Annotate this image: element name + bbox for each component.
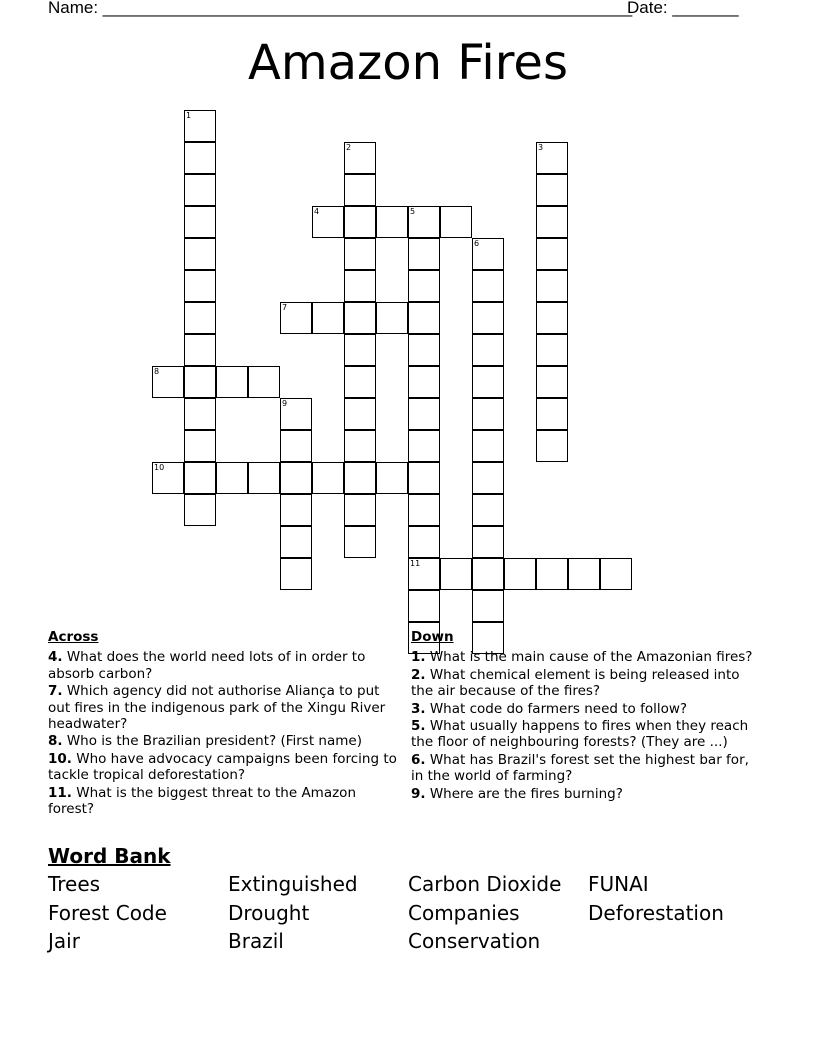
- grid-cell[interactable]: [408, 558, 440, 590]
- down-heading: Down: [411, 629, 454, 645]
- clue-number: 9.: [411, 785, 426, 802]
- clue-number: 11.: [48, 784, 72, 801]
- grid-cell[interactable]: [472, 462, 504, 494]
- grid-cell[interactable]: [408, 366, 440, 398]
- grid-cell[interactable]: [280, 302, 312, 334]
- cell-number: 6: [474, 239, 480, 248]
- grid-cell[interactable]: [280, 430, 312, 462]
- grid-cell[interactable]: [376, 302, 408, 334]
- word-bank-item: Conservation: [408, 929, 541, 953]
- clue-text: Who is the Brazilian president? (First name): [66, 733, 362, 750]
- grid-cell[interactable]: [600, 558, 632, 590]
- clue-number: 4.: [48, 649, 63, 666]
- down-clue: [411, 701, 761, 717]
- name-field-label: Name: ________________________________________________________: [48, 0, 633, 17]
- across-clue: [48, 785, 400, 818]
- grid-cell[interactable]: [536, 302, 568, 334]
- cell-number: 3: [538, 143, 544, 152]
- word-bank-item: Trees: [48, 872, 101, 896]
- across-clue: [48, 683, 400, 732]
- clue-text: Which agency did not authorise Aliança to put out fires in the indigenous park of the Xingu River headwater?: [48, 683, 386, 733]
- clue-number: 6.: [411, 751, 426, 768]
- grid-cell[interactable]: [184, 238, 216, 270]
- grid-cell[interactable]: [248, 366, 280, 398]
- word-bank-item: Forest Code: [48, 900, 167, 925]
- grid-cell[interactable]: [184, 270, 216, 302]
- grid-cell[interactable]: [408, 334, 440, 366]
- grid-cell[interactable]: [184, 430, 216, 462]
- clue-number: 7.: [48, 683, 63, 700]
- grid-cell[interactable]: [344, 366, 376, 398]
- grid-cell[interactable]: [472, 494, 504, 526]
- grid-cell[interactable]: [408, 206, 440, 238]
- grid-cell[interactable]: [408, 494, 440, 526]
- clue-number: 1.: [411, 649, 426, 666]
- cell-number: 5: [410, 207, 416, 216]
- grid-cell[interactable]: [568, 558, 600, 590]
- grid-cell[interactable]: [152, 366, 184, 398]
- across-clue: [48, 751, 400, 784]
- grid-cell[interactable]: [344, 270, 376, 302]
- clue-number: 10.: [48, 750, 72, 767]
- grid-cell[interactable]: [472, 238, 504, 270]
- grid-cell[interactable]: [472, 334, 504, 366]
- grid-cell[interactable]: [536, 142, 568, 174]
- grid-cell[interactable]: [344, 174, 376, 206]
- word-bank-item: Carbon Dioxide: [408, 872, 562, 896]
- grid-cell[interactable]: [408, 302, 440, 334]
- grid-cell[interactable]: [184, 206, 216, 238]
- date-field-label: Date: _______: [627, 0, 739, 17]
- word-bank-item: Drought: [228, 900, 310, 925]
- grid-cell[interactable]: [280, 398, 312, 430]
- grid-cell[interactable]: [472, 270, 504, 302]
- grid-cell[interactable]: [472, 398, 504, 430]
- grid-cell[interactable]: [344, 302, 376, 334]
- clue-text: What does the world need lots of in order to absorb carbon?: [48, 649, 366, 682]
- grid-cell[interactable]: [408, 590, 440, 622]
- grid-cell[interactable]: [216, 366, 248, 398]
- across-clues: [48, 629, 400, 818]
- word-bank-item: Brazil: [228, 929, 284, 953]
- clue-number: 8.: [48, 733, 63, 750]
- word-bank-title: Word Bank: [48, 844, 171, 868]
- grid-cell[interactable]: [536, 398, 568, 430]
- grid-cell[interactable]: [184, 302, 216, 334]
- down-clues: [411, 629, 761, 803]
- grid-cell[interactable]: [344, 398, 376, 430]
- grid-cell[interactable]: [408, 270, 440, 302]
- grid-cell[interactable]: [408, 462, 440, 494]
- grid-cell[interactable]: [344, 142, 376, 174]
- grid-cell[interactable]: [504, 558, 536, 590]
- grid-cell[interactable]: [312, 206, 344, 238]
- grid-cell[interactable]: [536, 430, 568, 462]
- word-bank-item: Jair: [48, 929, 80, 953]
- grid-cell[interactable]: [472, 366, 504, 398]
- grid-cell[interactable]: [152, 462, 184, 494]
- grid-cell[interactable]: [344, 334, 376, 366]
- cell-number: 10: [154, 463, 165, 472]
- cell-number: 8: [154, 367, 160, 376]
- clue-text: What has Brazil's forest set the highest bar for, in the world of farming?: [411, 751, 749, 785]
- cell-number: 9: [282, 399, 288, 408]
- clue-text: What is the main cause of the Amazonian fires?: [429, 649, 753, 666]
- grid-cell[interactable]: [440, 558, 472, 590]
- word-bank-item: FUNAI: [588, 872, 649, 896]
- grid-cell[interactable]: [248, 462, 280, 494]
- clue-text: What is the biggest threat to the Amazon forest?: [48, 784, 357, 818]
- grid-cell[interactable]: [536, 334, 568, 366]
- down-clue: [411, 718, 761, 751]
- clue-text: What usually happens to fires when they reach the floor of neighbouring forests? (They are ...): [411, 718, 749, 751]
- clue-number: 2.: [411, 666, 426, 683]
- down-clue: [411, 786, 761, 802]
- word-bank-item: Companies: [408, 900, 520, 925]
- clue-text: What chemical element is being released into the air because of the fires?: [411, 666, 740, 700]
- grid-cell[interactable]: [280, 494, 312, 526]
- clue-number: 3.: [411, 700, 426, 717]
- clue-text: What code do farmers need to follow?: [429, 700, 688, 717]
- grid-cell[interactable]: [184, 174, 216, 206]
- word-bank-item: Extinguished: [228, 872, 358, 896]
- grid-cell[interactable]: [472, 558, 504, 590]
- grid-cell[interactable]: [184, 110, 216, 142]
- grid-cell[interactable]: [280, 558, 312, 590]
- word-bank: [48, 872, 768, 958]
- grid-cell[interactable]: [216, 462, 248, 494]
- across-clue: [48, 733, 400, 749]
- grid-cell[interactable]: [440, 206, 472, 238]
- cell-number: 11: [410, 559, 421, 568]
- grid-cell[interactable]: [184, 366, 216, 398]
- grid-cell[interactable]: [408, 238, 440, 270]
- grid-cell[interactable]: [376, 206, 408, 238]
- grid-cell[interactable]: [408, 398, 440, 430]
- grid-cell[interactable]: [536, 174, 568, 206]
- grid-cell[interactable]: [472, 590, 504, 622]
- down-clue: [411, 649, 761, 665]
- grid-cell[interactable]: [472, 526, 504, 558]
- grid-cell[interactable]: [344, 462, 376, 494]
- grid-cell[interactable]: [408, 430, 440, 462]
- grid-cell[interactable]: [184, 142, 216, 174]
- grid-cell[interactable]: [280, 462, 312, 494]
- grid-cell[interactable]: [184, 462, 216, 494]
- page-title: Amazon Fires: [248, 35, 568, 91]
- word-bank-item: Deforestation: [588, 900, 724, 925]
- grid-cell[interactable]: [472, 302, 504, 334]
- grid-cell[interactable]: [280, 526, 312, 558]
- grid-cell[interactable]: [536, 558, 568, 590]
- grid-cell[interactable]: [312, 462, 344, 494]
- across-heading: Across: [48, 629, 99, 645]
- clue-text: Who have advocacy campaigns been forcing to tackle tropical deforestation?: [48, 750, 397, 784]
- cell-number: 2: [346, 143, 352, 152]
- grid-cell[interactable]: [536, 238, 568, 270]
- down-clue: [411, 752, 761, 785]
- grid-cell[interactable]: [184, 334, 216, 366]
- clue-number: 5.: [411, 718, 426, 735]
- grid-cell[interactable]: [536, 270, 568, 302]
- down-clue: [411, 667, 761, 700]
- grid-cell[interactable]: [376, 462, 408, 494]
- cell-number: 7: [282, 303, 288, 312]
- grid-cell[interactable]: [344, 238, 376, 270]
- grid-cell[interactable]: [408, 526, 440, 558]
- cell-number: 4: [314, 207, 320, 216]
- grid-cell[interactable]: [312, 302, 344, 334]
- grid-cell[interactable]: [344, 494, 376, 526]
- cell-number: 1: [186, 111, 192, 120]
- across-clue: [48, 649, 400, 682]
- grid-cell[interactable]: [184, 398, 216, 430]
- grid-cell[interactable]: [536, 366, 568, 398]
- clue-text: Where are the fires burning?: [429, 785, 623, 802]
- grid-cell[interactable]: [472, 430, 504, 462]
- grid-cell[interactable]: [344, 206, 376, 238]
- grid-cell[interactable]: [184, 494, 216, 526]
- grid-cell[interactable]: [344, 526, 376, 558]
- grid-cell[interactable]: [344, 430, 376, 462]
- grid-cell[interactable]: [536, 206, 568, 238]
